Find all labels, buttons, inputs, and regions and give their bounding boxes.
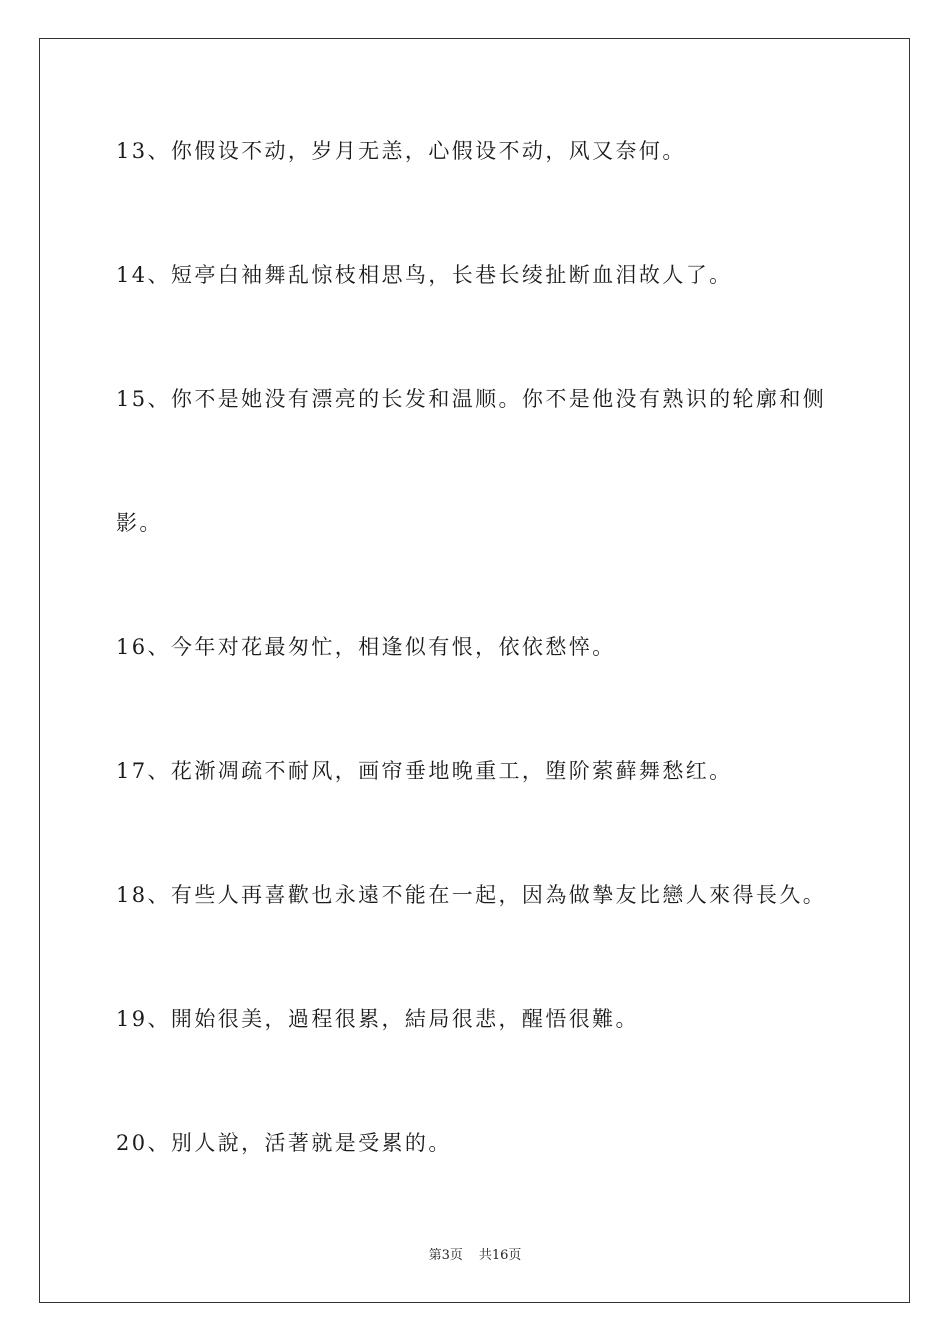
text-line-17: 17、花渐凋疏不耐风，画帘垂地晚重工，堕阶萦藓舞愁红。: [116, 759, 733, 783]
text-line-16: 16、今年对花最匆忙，相逢似有恨，依依愁悴。: [116, 635, 616, 659]
text-line-15-continued: 影。: [116, 511, 163, 535]
page-total: 共16页: [478, 1248, 522, 1263]
page-border: [39, 38, 910, 1303]
text-line-15: 15、你不是她没有漂亮的长发和温顺。你不是他没有熟识的轮廓和侧: [116, 387, 827, 411]
page-number: 第3页: [428, 1248, 463, 1263]
text-line-14: 14、短亭白袖舞乱惊枝相思鸟，长巷长绫扯断血泪故人了。: [116, 263, 733, 287]
text-line-18: 18、有些人再喜歡也永遠不能在一起，因為做摯友比戀人來得長久。: [116, 883, 827, 907]
text-line-19: 19、開始很美，過程很累，結局很悲，醒悟很難。: [116, 1007, 639, 1031]
text-line-20: 20、別人說，活著就是受累的。: [116, 1131, 452, 1155]
page-footer: [0, 1249, 950, 1262]
text-line-13: 13、你假设不动，岁月无恙，心假设不动，风又奈何。: [116, 139, 686, 163]
